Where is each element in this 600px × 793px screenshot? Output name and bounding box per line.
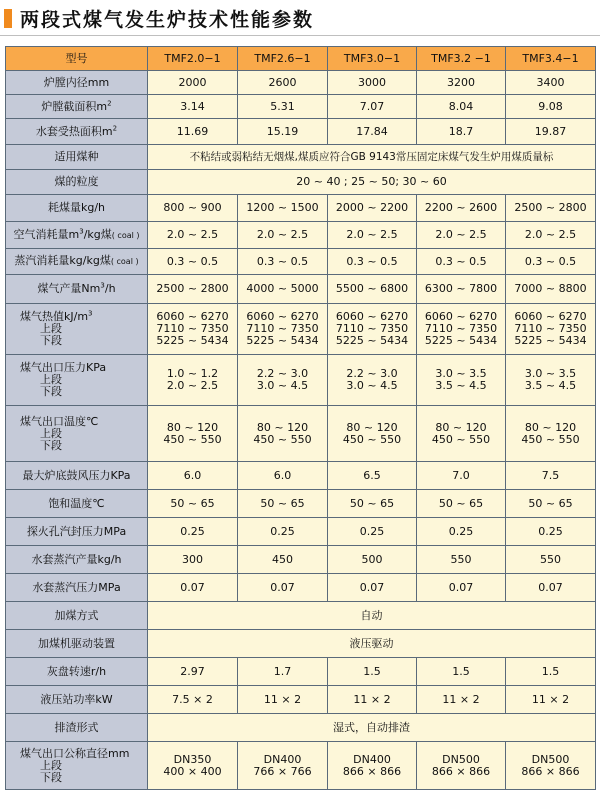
data-cell — [328, 355, 417, 406]
row-label: 加煤机驱动装置 — [6, 630, 148, 658]
data-cell: 0.3 ~ 0.5 — [328, 249, 417, 275]
title-accent-mark — [4, 9, 12, 28]
row-label — [6, 355, 148, 406]
data-cell: 11.69 — [148, 119, 238, 145]
row-label-text: 煤气产量Nm — [37, 282, 101, 295]
data-cell: 0.25 — [417, 518, 506, 546]
data-cell: 5.31 — [238, 95, 328, 119]
table-row — [6, 602, 596, 630]
cell-line: 866 × 866 — [431, 764, 491, 778]
data-cell: 550 — [506, 546, 596, 574]
row-label: 耗煤量kg/h — [6, 195, 148, 222]
header-row — [6, 47, 596, 71]
cell-line: DN500 — [531, 752, 570, 766]
data-cell: 2.0 ~ 2.5 — [238, 222, 328, 249]
data-cell: 7000 ~ 8800 — [506, 275, 596, 304]
data-cell: 550 — [417, 546, 506, 574]
data-cell: 2600 — [238, 71, 328, 95]
cell-line: 80 ~ 120 — [346, 420, 398, 434]
row-label: 灰盘转速r/h — [6, 658, 148, 686]
data-cell — [417, 355, 506, 406]
table-row — [6, 658, 596, 686]
data-cell-span: 不粘结或弱粘结无烟煤,煤质应符合GB 9143常压固定床煤气发生炉用煤质量标 — [148, 145, 596, 170]
row-sublabel-lower: 下段 — [40, 438, 62, 452]
cell-line: 866 × 866 — [342, 764, 402, 778]
data-cell-span: 自动 — [148, 602, 596, 630]
row-label — [6, 119, 148, 145]
data-cell: 800 ~ 900 — [148, 195, 238, 222]
data-cell: 2000 ~ 2200 — [328, 195, 417, 222]
data-cell: 9.08 — [506, 95, 596, 119]
data-cell: 2.97 — [148, 658, 238, 686]
table-row — [6, 406, 596, 462]
row-label-text: 煤气出口压力KPa — [20, 361, 107, 374]
spec-table — [5, 46, 596, 790]
data-cell: 17.84 — [328, 119, 417, 145]
row-sublabel-upper: 上段 — [40, 758, 62, 772]
row-sublabel-upper: 上段 — [40, 373, 62, 386]
data-cell: 3.14 — [148, 95, 238, 119]
cell-line: DN400 — [353, 752, 391, 766]
data-cell: 50 ~ 65 — [506, 490, 596, 518]
data-cell: 50 ~ 65 — [328, 490, 417, 518]
title-bar — [0, 0, 600, 38]
table-row — [6, 462, 596, 490]
header-cell: 型号 — [6, 47, 148, 71]
data-cell: 2500 ~ 2800 — [506, 195, 596, 222]
header-cell: TMF3.0−1 — [328, 47, 417, 71]
cell-line: 3.5 ~ 4.5 — [524, 379, 577, 392]
row-label — [6, 249, 148, 275]
cell-line: 7110 ~ 7350 — [246, 322, 319, 335]
data-cell: 1200 ~ 1500 — [238, 195, 328, 222]
row-label: 最大炉底鼓风压力KPa — [6, 462, 148, 490]
row-label: 饱和温度℃ — [6, 490, 148, 518]
data-cell: 3400 — [506, 71, 596, 95]
data-cell: 1.5 — [417, 658, 506, 686]
data-cell — [148, 406, 238, 462]
cell-line: 3.0 ~ 3.5 — [435, 367, 487, 380]
cell-line: 7110 ~ 7350 — [514, 322, 587, 335]
row-label: 水套蒸汽产量kg/h — [6, 546, 148, 574]
data-cell — [506, 355, 596, 406]
row-label-text: 炉膛截面积m — [41, 99, 108, 113]
cell-line: DN350 — [173, 752, 212, 766]
data-cell — [148, 742, 238, 790]
cell-line: 400 × 400 — [163, 764, 222, 778]
row-sublabel-lower: 下段 — [40, 385, 62, 398]
row-label-text — [20, 311, 145, 323]
page-title: 两段式煤气发生炉技术性能参数 — [20, 9, 315, 31]
row-label — [6, 742, 148, 790]
data-cell: 15.19 — [238, 119, 328, 145]
data-cell — [328, 304, 417, 355]
data-cell: 0.07 — [506, 574, 596, 602]
cell-line: 450 ~ 550 — [163, 432, 222, 446]
data-cell: 50 ~ 65 — [417, 490, 506, 518]
cell-line: 3.0 ~ 4.5 — [256, 379, 309, 392]
data-cell: 19.87 — [506, 119, 596, 145]
row-sublabel-lower: 下段 — [40, 770, 62, 784]
data-cell — [328, 406, 417, 462]
cell-line: 5225 ~ 5434 — [156, 334, 229, 347]
data-cell-span: 液压驱动 — [148, 630, 596, 658]
table-row — [6, 119, 596, 145]
data-cell: 2.0 ~ 2.5 — [148, 222, 238, 249]
data-cell: 0.3 ~ 0.5 — [417, 249, 506, 275]
data-cell: 2000 — [148, 71, 238, 95]
data-cell: 450 — [238, 546, 328, 574]
row-label: 排渣形式 — [6, 714, 148, 742]
data-cell: 0.07 — [238, 574, 328, 602]
data-cell — [238, 355, 328, 406]
cell-line: 5225 ~ 5434 — [424, 334, 498, 347]
data-cell: 2.0 ~ 2.5 — [506, 222, 596, 249]
cell-line: 6060 ~ 6270 — [514, 310, 587, 323]
data-cell: 2500 ~ 2800 — [148, 275, 238, 304]
data-cell — [506, 304, 596, 355]
data-cell: 0.3 ~ 0.5 — [148, 249, 238, 275]
data-cell: 1.5 — [506, 658, 596, 686]
table-row — [6, 518, 596, 546]
data-cell: 50 ~ 65 — [238, 490, 328, 518]
header-cell: TMF2.0−1 — [148, 47, 238, 71]
data-cell-span: 湿式，自动排渣 — [148, 714, 596, 742]
data-cell: 6.5 — [328, 462, 417, 490]
data-cell: 0.3 ~ 0.5 — [238, 249, 328, 275]
table-row — [6, 304, 596, 355]
table-row — [6, 145, 596, 170]
data-cell: 11 × 2 — [238, 686, 328, 714]
data-cell — [238, 304, 328, 355]
data-cell — [328, 742, 417, 790]
cell-line: 5225 ~ 5434 — [335, 334, 409, 347]
row-label — [6, 222, 148, 249]
table-row — [6, 95, 596, 119]
cell-line: 5225 ~ 5434 — [514, 334, 587, 347]
table-row — [6, 742, 596, 790]
data-cell: 5500 ~ 6800 — [328, 275, 417, 304]
data-cell: 2.0 ~ 2.5 — [328, 222, 417, 249]
row-label-text: 煤气出口温度℃ — [20, 414, 99, 428]
row-sublabel-upper: 上段 — [40, 322, 62, 335]
cell-line: 6060 ~ 6270 — [156, 310, 229, 323]
data-cell: 0.07 — [148, 574, 238, 602]
row-label-text: 煤气出口公称直径mm — [20, 746, 130, 760]
superscript: 3 — [88, 309, 93, 318]
cell-line: 3.5 ~ 4.5 — [435, 379, 487, 392]
cell-line: 6060 ~ 6270 — [246, 310, 319, 323]
row-label: 炉膛内径mm — [6, 71, 148, 95]
cell-line: DN500 — [442, 752, 480, 766]
cell-line: 450 ~ 550 — [342, 432, 402, 446]
cell-line: 6060 ~ 6270 — [424, 310, 498, 323]
title-divider — [0, 35, 600, 36]
data-cell-span: 20 ~ 40 ; 25 ~ 50; 30 ~ 60 — [148, 170, 596, 195]
data-cell: 8.04 — [417, 95, 506, 119]
table-row — [6, 630, 596, 658]
table-row — [6, 355, 596, 406]
table-row — [6, 546, 596, 574]
row-label: 适用煤种 — [6, 145, 148, 170]
cell-line: 80 ~ 120 — [166, 420, 219, 434]
row-label — [6, 304, 148, 355]
cell-line: 80 ~ 120 — [435, 420, 487, 434]
table-row — [6, 71, 596, 95]
data-cell: 7.5 × 2 — [148, 686, 238, 714]
data-cell: 6.0 — [238, 462, 328, 490]
data-cell — [417, 406, 506, 462]
row-label: 液压站功率kW — [6, 686, 148, 714]
row-label-text: 蒸汽消耗量kg/kg煤 — [14, 254, 111, 267]
header-cell: TMF3.4−1 — [506, 47, 596, 71]
table-row — [6, 686, 596, 714]
data-cell: 11 × 2 — [417, 686, 506, 714]
row-label — [6, 275, 148, 304]
data-cell: 300 — [148, 546, 238, 574]
row-label-text: 空气消耗量m — [13, 227, 80, 241]
data-cell: 7.5 — [506, 462, 596, 490]
data-cell — [148, 304, 238, 355]
row-label: 探火孔汽封压力MPa — [6, 518, 148, 546]
row-sublabel-upper: 上段 — [40, 426, 62, 440]
table-row — [6, 249, 596, 275]
row-sublabel-lower: 下段 — [40, 334, 62, 347]
data-cell: 0.25 — [238, 518, 328, 546]
row-label-text: /h — [104, 282, 116, 295]
cell-line: 7110 ~ 7350 — [335, 322, 409, 335]
data-cell: 0.25 — [148, 518, 238, 546]
data-cell — [238, 406, 328, 462]
data-cell: 2.0 ~ 2.5 — [417, 222, 506, 249]
cell-line: 80 ~ 120 — [256, 420, 309, 434]
table-row — [6, 170, 596, 195]
data-cell — [417, 304, 506, 355]
data-cell: 1.7 — [238, 658, 328, 686]
data-cell: 500 — [328, 546, 417, 574]
row-label: 加煤方式 — [6, 602, 148, 630]
data-cell: 3000 — [328, 71, 417, 95]
cell-line: 2.2 ~ 3.0 — [256, 367, 309, 380]
cell-line: 450 ~ 550 — [431, 432, 491, 446]
data-cell: 0.25 — [328, 518, 417, 546]
row-label — [6, 406, 148, 462]
table-row — [6, 222, 596, 249]
data-cell: 50 ~ 65 — [148, 490, 238, 518]
cell-line: 866 × 866 — [521, 764, 580, 778]
data-cell: 18.7 — [417, 119, 506, 145]
data-cell — [238, 742, 328, 790]
cell-line: 766 × 766 — [253, 764, 312, 778]
table-row — [6, 195, 596, 222]
superscript: 3 — [100, 281, 105, 290]
cell-line: 80 ~ 120 — [524, 420, 577, 434]
row-label-note: ( coal ) — [110, 257, 139, 266]
row-label-note: ( coal ) — [111, 230, 140, 240]
data-cell: 2200 ~ 2600 — [417, 195, 506, 222]
cell-line: 6060 ~ 6270 — [335, 310, 409, 323]
data-cell: 6300 ~ 7800 — [417, 275, 506, 304]
data-cell: 0.25 — [506, 518, 596, 546]
header-cell: TMF3.2 −1 — [417, 47, 506, 71]
table-row — [6, 574, 596, 602]
cell-line: 5225 ~ 5434 — [246, 334, 319, 347]
cell-line: 2.2 ~ 3.0 — [346, 367, 398, 380]
cell-line: 7110 ~ 7350 — [424, 322, 498, 335]
cell-line: DN400 — [263, 752, 302, 766]
table-row — [6, 275, 596, 304]
data-cell: 11 × 2 — [328, 686, 417, 714]
superscript: 3 — [79, 226, 84, 235]
data-cell: 11 × 2 — [506, 686, 596, 714]
data-cell: 1.5 — [328, 658, 417, 686]
cell-line: 450 ~ 550 — [521, 432, 580, 446]
header-cell: TMF2.6−1 — [238, 47, 328, 71]
superscript: 2 — [107, 98, 112, 107]
data-cell — [506, 406, 596, 462]
cell-line: 2.0 ~ 2.5 — [166, 379, 219, 392]
cell-line: 7110 ~ 7350 — [156, 322, 229, 335]
data-cell: 7.0 — [417, 462, 506, 490]
cell-line: 3.0 ~ 3.5 — [524, 367, 577, 380]
data-cell: 4000 ~ 5000 — [238, 275, 328, 304]
data-cell — [417, 742, 506, 790]
data-cell — [506, 742, 596, 790]
data-cell: 6.0 — [148, 462, 238, 490]
table-row — [6, 714, 596, 742]
cell-line: 3.0 ~ 4.5 — [346, 379, 398, 392]
cell-line: 450 ~ 550 — [253, 432, 312, 446]
row-label — [6, 95, 148, 119]
superscript: 2 — [112, 123, 118, 132]
row-label-text: /kg煤 — [83, 227, 112, 241]
data-cell: 0.07 — [417, 574, 506, 602]
table-row — [6, 490, 596, 518]
cell-line: 1.0 ~ 1.2 — [166, 367, 219, 380]
row-label-text: 水套受热面积m — [35, 124, 113, 138]
row-label: 水套蒸汽压力MPa — [6, 574, 148, 602]
data-cell: 0.3 ~ 0.5 — [506, 249, 596, 275]
row-label: 煤的粒度 — [6, 170, 148, 195]
data-cell — [148, 355, 238, 406]
data-cell: 0.07 — [328, 574, 417, 602]
data-cell: 7.07 — [328, 95, 417, 119]
row-label-main: 煤气热值kJ/m — [20, 310, 89, 323]
data-cell: 3200 — [417, 71, 506, 95]
